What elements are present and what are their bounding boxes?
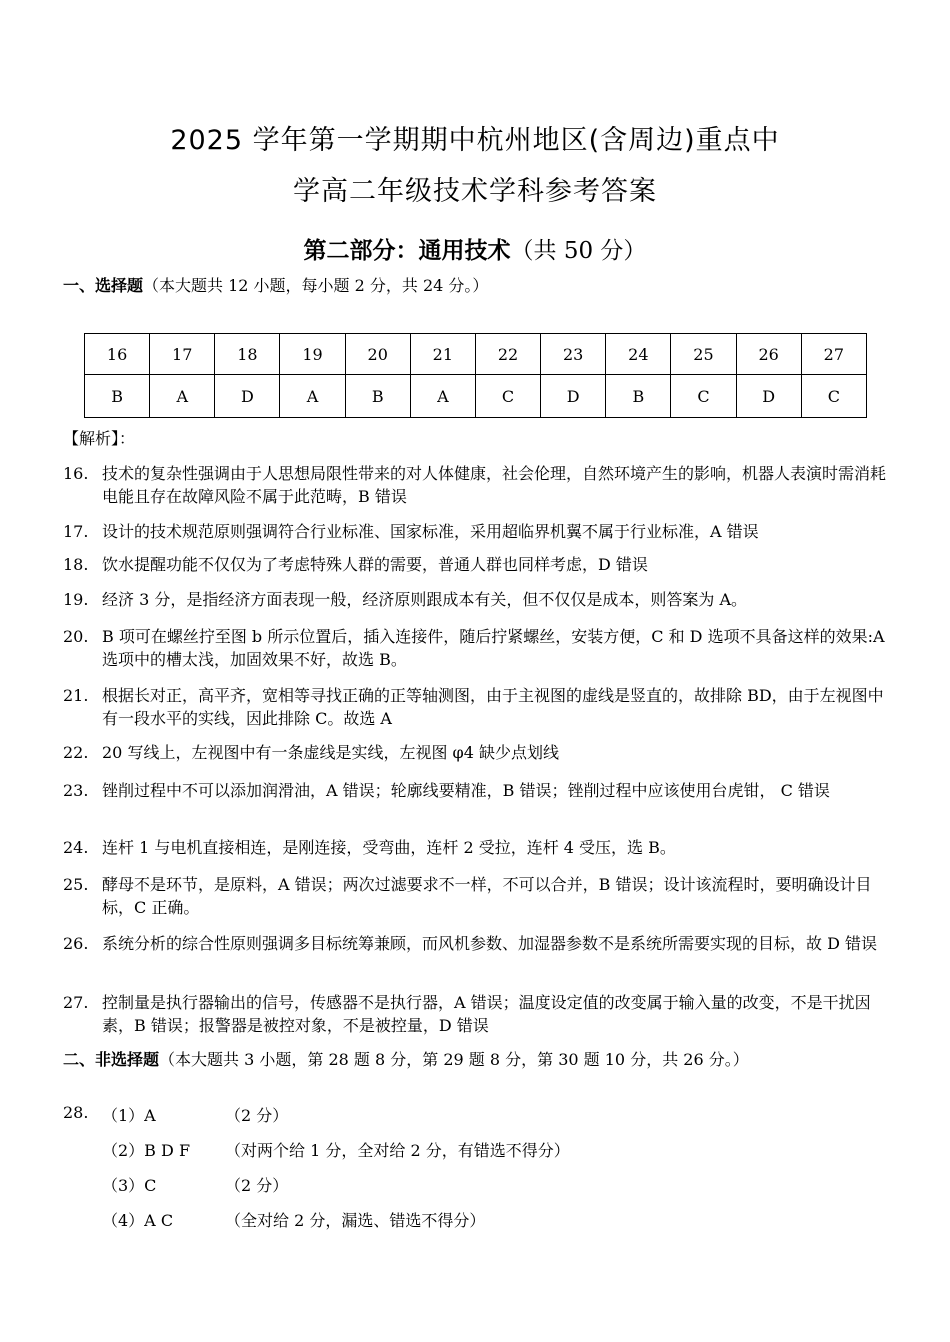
q28-part-label: （3）C <box>102 1176 157 1195</box>
explanation-text: 技术的复杂性强调由于人思想局限性带来的对人体健康，社会伦理，自然环境产生的影响，机器人表演时需消耗电能且存在故障风险不属于此范畴，B 错误 <box>102 464 887 506</box>
section1-heading <box>63 273 488 296</box>
question-number-cell: 27 <box>801 334 866 375</box>
question-number-cell: 24 <box>606 334 671 375</box>
answer-cell: A <box>280 375 345 418</box>
section2-heading <box>63 1048 843 1071</box>
document-title-line1: 2025 学年第一学期期中杭州地区(含周边)重点中 <box>170 125 780 156</box>
question-number-cell: 21 <box>410 334 475 375</box>
answer-cell: D <box>215 375 280 418</box>
section1-title: 一、选择题 <box>63 276 144 295</box>
explanation-number: 25. <box>63 875 89 894</box>
explanation-24 <box>63 836 893 859</box>
explanation-18 <box>63 553 893 576</box>
question-number-cell: 25 <box>671 334 736 375</box>
answer-table <box>84 333 867 418</box>
explanation-number: 22. <box>63 743 89 762</box>
section2-title: 二、非选择题 <box>63 1050 160 1069</box>
part-heading-score: （共 50 分） <box>510 238 647 264</box>
explanation-number: 18. <box>63 555 89 574</box>
q28-part-label: （2）B D F <box>102 1141 191 1160</box>
question-number-cell: 19 <box>280 334 345 375</box>
explanation-text: 系统分析的综合性原则强调多目标统筹兼顾，而风机参数、加湿器参数不是系统所需要实现的目标，故 D 错误 <box>102 934 878 953</box>
explanation-19 <box>63 588 893 611</box>
explanation-21 <box>63 684 893 730</box>
part-heading-bold: 第二部分：通用技术 <box>303 238 511 264</box>
answer-cell: B <box>85 375 150 418</box>
explanation-number: 19. <box>63 590 89 609</box>
question-number-cell: 18 <box>215 334 280 375</box>
explanation-20 <box>63 625 893 671</box>
explanation-number: 20. <box>63 627 89 646</box>
q28-part-1 <box>102 1103 289 1126</box>
explanation-text: 锉削过程中不可以添加润滑油，A 错误；轮廓线要精准，B 错误；锉削过程中应该使用台虎钳， C 错误 <box>102 781 830 800</box>
explanation-text: 连杆 1 与电机直接相连，是刚连接，受弯曲，连杆 2 受拉，连杆 4 受压，选 B。 <box>102 838 676 857</box>
explanation-number: 16. <box>63 464 89 483</box>
q28-part-points: （对两个给 1 分，全对给 2 分，有错选不得分） <box>225 1141 570 1160</box>
q28-number: 28. <box>63 1103 89 1122</box>
q28-part-2 <box>102 1138 570 1161</box>
question-number-cell: 20 <box>345 334 410 375</box>
explanation-22 <box>63 741 893 764</box>
answer-table-question-row <box>85 334 867 375</box>
answer-cell: C <box>475 375 540 418</box>
section1-note: （本大题共 12 小题，每小题 2 分，共 24 分。） <box>143 276 489 295</box>
explanation-number: 27. <box>63 993 89 1012</box>
question-number-cell: 17 <box>150 334 215 375</box>
answer-table-answer-row <box>85 375 867 418</box>
section2-note: （本大题共 3 小题，第 28 题 8 分，第 29 题 8 分，第 30 题 10 分，共 26 分。） <box>159 1050 749 1069</box>
q28-part-3 <box>102 1173 289 1196</box>
explanation-number: 21. <box>63 686 89 705</box>
explanation-16 <box>63 462 893 508</box>
explanation-text: 20 写线上，左视图中有一条虚线是实线，左视图 φ4 缺少点划线 <box>102 743 560 762</box>
answer-cell: D <box>541 375 606 418</box>
q28-part-label: （1）A <box>102 1106 156 1125</box>
explanation-text: B 项可在螺丝拧至图 b 所示位置后，插入连接件，随后拧紧螺丝，安装方便，C 和 D 选项不具备这样的效果:A 选项中的槽太浅，加固效果不好，故选 B。 <box>102 627 885 669</box>
question-number-cell: 16 <box>85 334 150 375</box>
explanation-number: 26. <box>63 934 89 953</box>
explanation-text: 设计的技术规范原则强调符合行业标准、国家标准，采用超临界机翼不属于行业标准，A 错误 <box>102 522 759 541</box>
explanation-number: 24. <box>63 838 89 857</box>
answer-cell: A <box>410 375 475 418</box>
q28-part-points: （2 分） <box>225 1106 289 1125</box>
question-number-cell: 22 <box>475 334 540 375</box>
answer-cell: C <box>801 375 866 418</box>
explanation-23 <box>63 779 893 802</box>
answer-cell: C <box>671 375 736 418</box>
explanation-text: 饮水提醒功能不仅仅为了考虑特殊人群的需要，普通人群也同样考虑，D 错误 <box>102 555 648 574</box>
document-title-line2: 学高二年级技术学科参考答案 <box>293 176 657 207</box>
explanation-25 <box>63 873 893 919</box>
explanation-17 <box>63 520 893 543</box>
explanation-text: 酵母不是环节，是原料，A 错误；两次过滤要求不一样，不可以合并，B 错误；设计该流程时，要明确设计目标，C 正确。 <box>102 875 872 917</box>
explanation-text: 经济 3 分，是指经济方面表现一般，经济原则跟成本有关，但不仅仅是成本，则答案为 A。 <box>102 590 747 609</box>
analysis-label: 【解析】： <box>63 429 136 448</box>
q28-part-points: （2 分） <box>225 1176 289 1195</box>
explanation-26 <box>63 932 893 955</box>
q28-part-points: （全对给 2 分，漏选、错选不得分） <box>225 1211 486 1230</box>
answer-cell: B <box>345 375 410 418</box>
q28-part-label: （4）A C <box>102 1211 174 1230</box>
answer-cell: B <box>606 375 671 418</box>
answer-cell: A <box>150 375 215 418</box>
part-heading <box>0 232 950 265</box>
explanation-number: 23. <box>63 781 89 800</box>
explanation-27 <box>63 991 893 1037</box>
explanation-text: 控制量是执行器输出的信号，传感器不是执行器，A 错误；温度设定值的改变属于输入量的改变，不是干扰因素，B 错误；报警器是被控对象，不是被控量，D 错误 <box>102 993 871 1035</box>
q28-part-4 <box>102 1208 486 1231</box>
explanation-number: 17. <box>63 522 89 541</box>
answer-cell: D <box>736 375 801 418</box>
question-number-cell: 26 <box>736 334 801 375</box>
explanation-text: 根据长对正，高平齐，宽相等寻找正确的正等轴测图，由于主视图的虚线是竖直的，故排除 BD，由于左视图中有一段水平的实线，因此排除 C。故选 A <box>102 686 884 728</box>
question-number-cell: 23 <box>541 334 606 375</box>
